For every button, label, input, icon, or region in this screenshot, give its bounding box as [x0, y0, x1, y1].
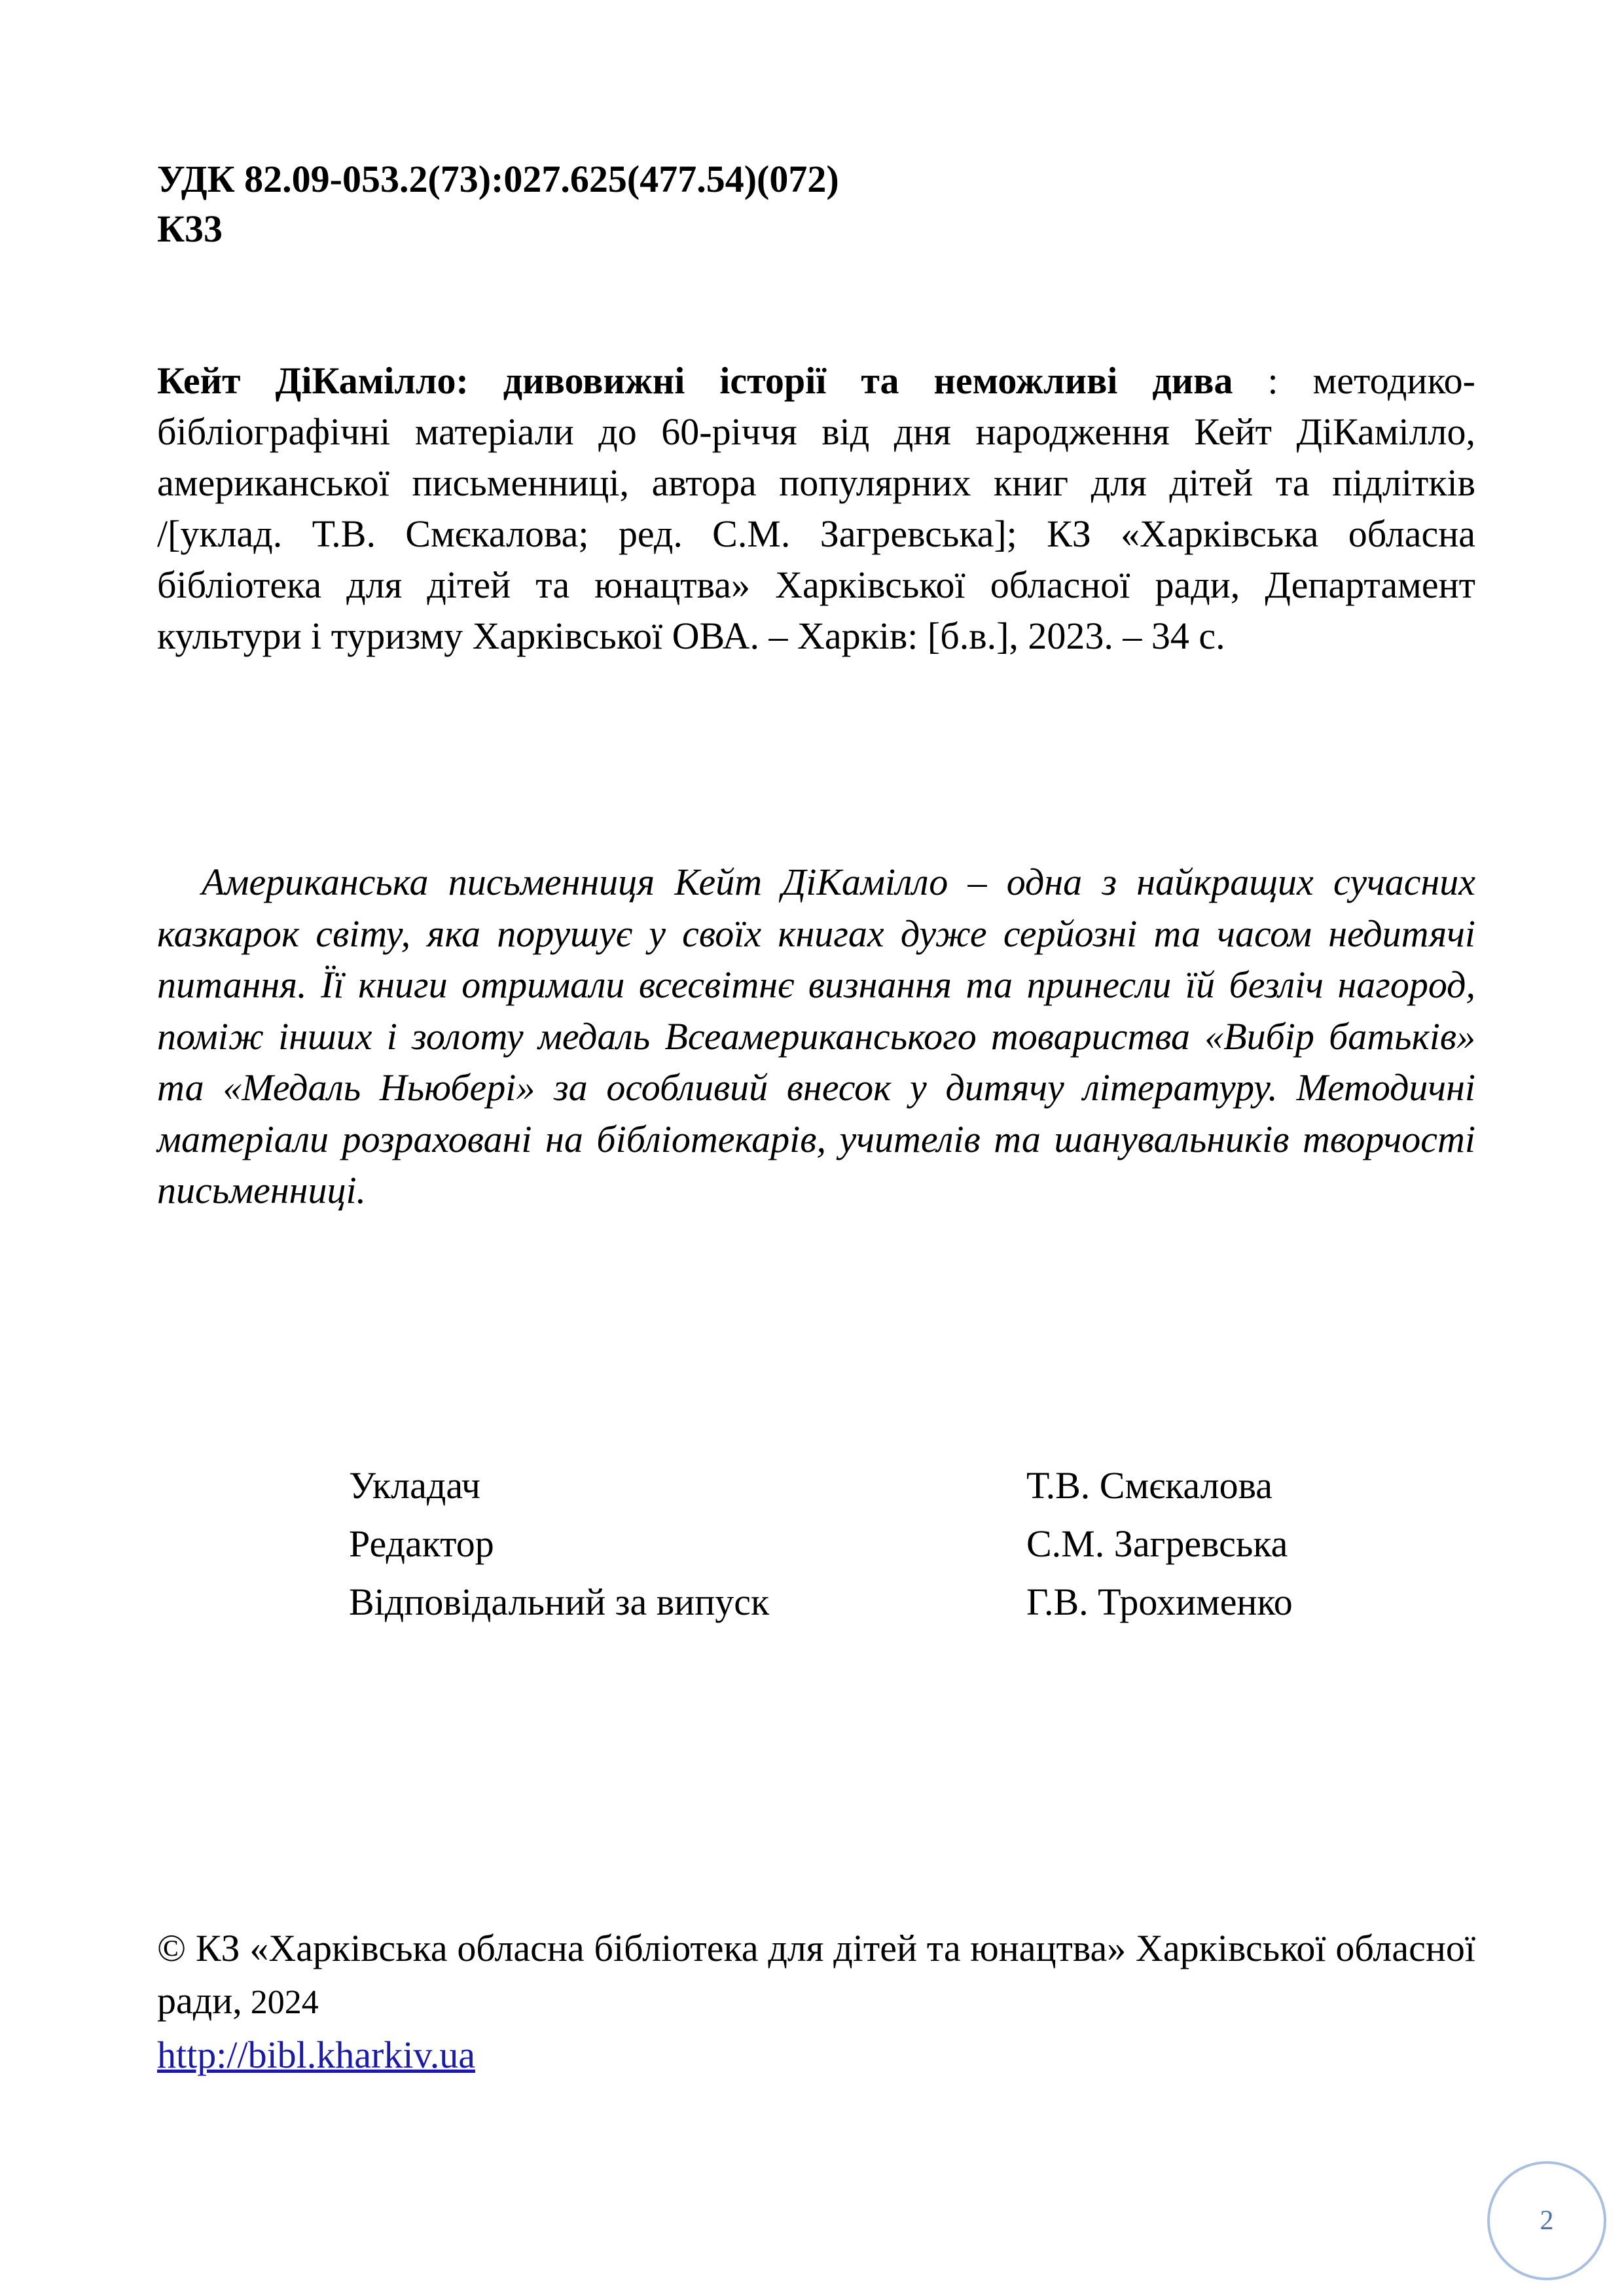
- bibliographic-description: [157, 355, 1475, 662]
- credit-role: Редактор: [349, 1522, 494, 1565]
- credits-list: [349, 1456, 1293, 1631]
- author-mark: К33: [157, 207, 223, 250]
- credit-role: Відповідальний за випуск: [349, 1581, 770, 1623]
- page-number: 2: [1540, 2206, 1554, 2236]
- copyright-line: [157, 1922, 1475, 2029]
- credit-row-editor: [349, 1515, 1293, 1573]
- udk-code: УДК 82.09-053.2(73):027.625(477.54)(072): [157, 158, 839, 200]
- book-title: Кейт ДіКамілло: дивовижні історії та неможливі дива: [157, 359, 1233, 402]
- credit-name: Т.В. Смєкалова: [1026, 1464, 1272, 1507]
- page-number-badge: [1487, 2161, 1606, 2280]
- credit-name: Г.В. Трохименко: [1026, 1581, 1293, 1623]
- abstract-paragraph: Американська письменниця Кейт ДіКамілло – одна з найкращих сучасних казкарок світу, яка порушує у своїх книгах дуже серйозні та часом недитячі питання. Її книги отримали всесвітнє визнання та принесли їй безліч нагород, поміж інших і золоту медаль Всеамериканського товариства «Вибір батьків» та «Медаль Ньюбері» за особливий внесок у дитячу літературу. Методичні матеріали розраховані на бібліотекарів, учителів та шанувальників творчості письменниці.: [157, 861, 1475, 1211]
- credit-role: Укладач: [349, 1464, 480, 1507]
- credit-row-compiler: [349, 1456, 1293, 1515]
- copyright-year: 2024: [242, 1984, 319, 2021]
- udk-block: [157, 154, 1475, 254]
- library-website-link[interactable]: http://bibl.kharkiv.ua: [157, 2034, 475, 2076]
- credit-row-responsible: [349, 1573, 1293, 1631]
- copyright-text: © КЗ «Харківська обласна бібліотека для дітей та юнацтва» Харківської обласної ради,: [157, 1927, 1475, 2022]
- credit-name: С.М. Загревська: [1026, 1522, 1288, 1565]
- description-body: : методико-бібліографічні матеріали до 60-річчя від дня народження Кейт ДіКамілло, американської письменниці, автора популярних книг для дітей та підлітків /[уклад. Т.В. Смєкалова; ред. С.М. Загревська]; КЗ «Харківська обласна бібліотека для дітей та юнацтва» Харківської обласної ради, Департамент культури і туризму Харківської ОВА. – Харків: [б.в.], 2023. – 34 с.: [157, 359, 1475, 657]
- copyright-block: [157, 1922, 1475, 2081]
